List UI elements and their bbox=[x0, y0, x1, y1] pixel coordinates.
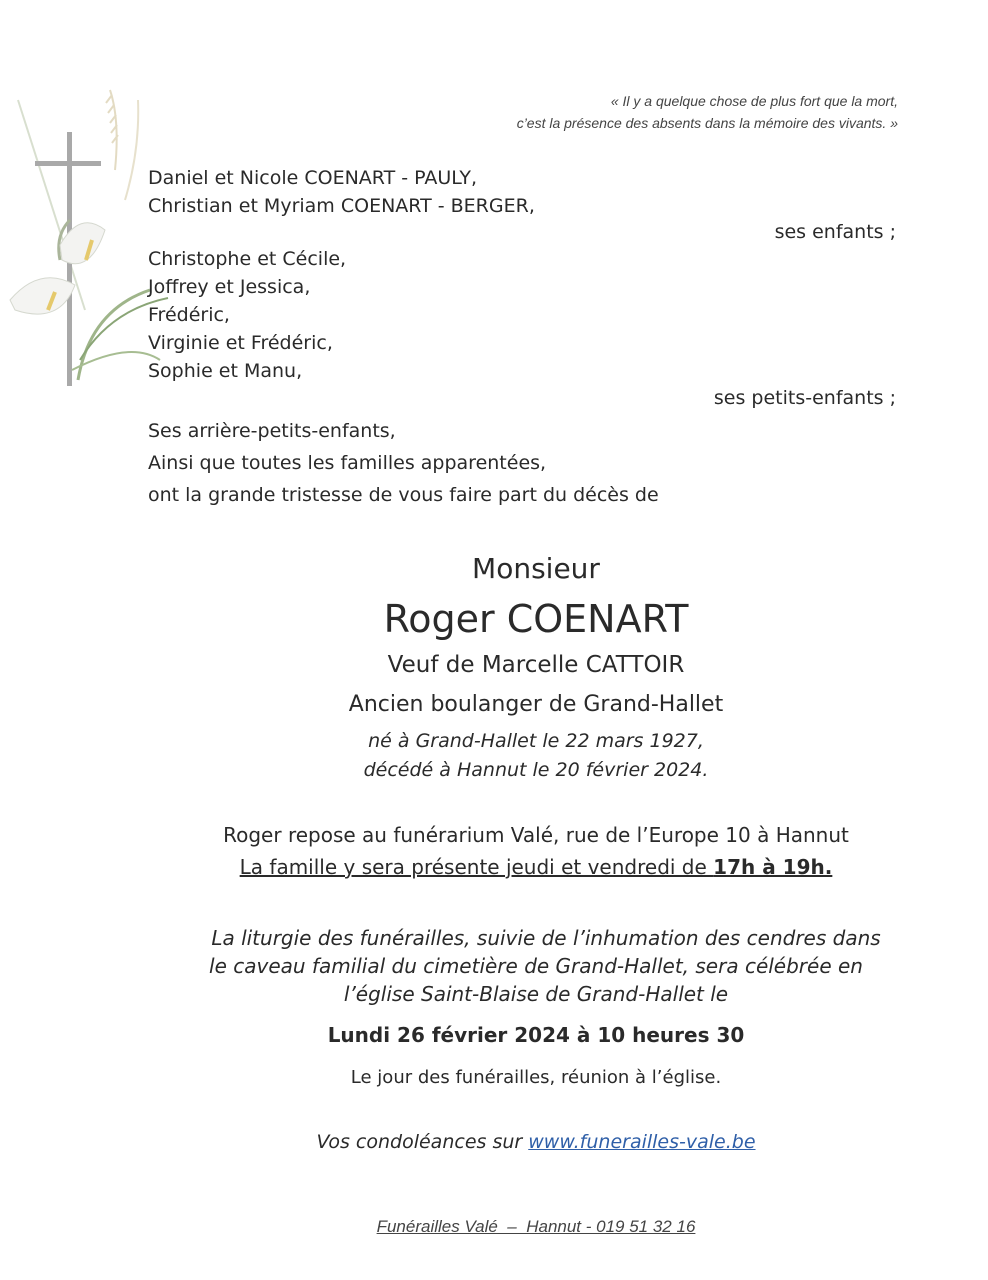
epigraph-line-1: « Il y a quelque chose de plus fort que la mort, bbox=[610, 93, 898, 109]
grandchild-3: Frédéric, bbox=[148, 304, 230, 326]
grandchild-5: Sophie et Manu, bbox=[148, 360, 303, 382]
cross-lily-illustration bbox=[0, 60, 170, 400]
condolences-prefix: Vos condoléances sur bbox=[316, 1131, 529, 1153]
relatives: Ainsi que toutes les familles apparentées, bbox=[148, 452, 547, 474]
honorific: Monsieur bbox=[472, 552, 600, 585]
funeral-home-line: Roger repose au funérarium Valé, rue de l’Europe 10 à Hannut bbox=[223, 823, 849, 847]
ceremony-date: Lundi 26 février 2024 à 10 heures 30 bbox=[327, 1023, 745, 1047]
ceremony-line-2: le caveau familial du cimetière de Grand-Hallet, sera célébrée en bbox=[209, 954, 863, 978]
birth-line: né à Grand-Hallet le 22 mars 1927, bbox=[368, 730, 704, 752]
great-grandchildren: Ses arrière-petits-enfants, bbox=[148, 420, 396, 442]
announcement-line: ont la grande tristesse de vous faire part du décès de bbox=[148, 484, 659, 506]
grandchild-1: Christophe et Cécile, bbox=[148, 248, 347, 270]
visiting-days: La famille y sera présente jeudi et vendredi de bbox=[239, 855, 714, 879]
grandchild-4: Virginie et Frédéric, bbox=[148, 332, 333, 354]
ceremony-line-3: l’église Saint-Blaise de Grand-Hallet le bbox=[343, 982, 729, 1006]
visiting-hours: 17h à 19h. bbox=[713, 855, 833, 879]
footer-contact: Funérailles Valé – Hannut - 019 51 32 16 bbox=[376, 1217, 696, 1236]
grandchild-2: Joffrey et Jessica, bbox=[148, 276, 311, 298]
widower-line: Veuf de Marcelle CATTOIR bbox=[387, 652, 685, 678]
visiting-hours-line bbox=[42, 855, 988, 879]
children-relation: ses enfants ; bbox=[774, 221, 896, 243]
child-1: Daniel et Nicole COENART - PAULY, bbox=[148, 167, 478, 189]
child-2: Christian et Myriam COENART - BERGER, bbox=[148, 195, 535, 217]
occupation-line: Ancien boulanger de Grand-Hallet bbox=[348, 692, 724, 717]
deceased-name: Roger COENART bbox=[383, 597, 689, 641]
condolences-link[interactable]: www.funerailles-vale.be bbox=[528, 1131, 756, 1153]
death-line: décédé à Hannut le 20 février 2024. bbox=[363, 759, 709, 781]
epigraph-line-2: c’est la présence des absents dans la mémoire des vivants. » bbox=[516, 115, 898, 131]
grandchildren-relation: ses petits-enfants ; bbox=[713, 387, 896, 409]
meeting-line: Le jour des funérailles, réunion à l’église. bbox=[350, 1067, 722, 1088]
condolences-line bbox=[42, 1131, 988, 1153]
ceremony-line-1: La liturgie des funérailles, suivie de l’inhumation des cendres dans bbox=[211, 926, 881, 950]
